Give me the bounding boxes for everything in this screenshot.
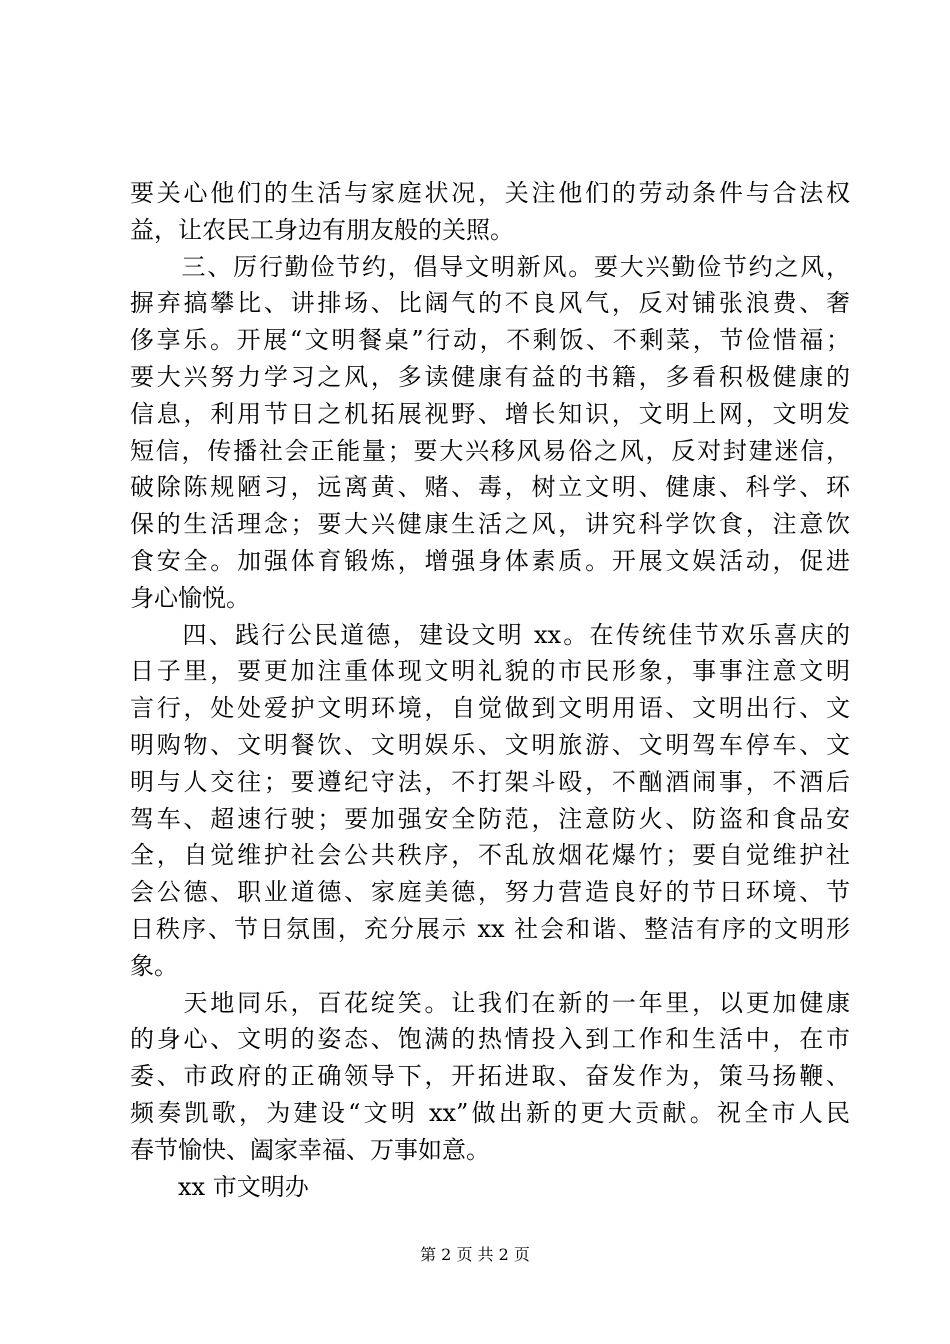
text-line: 日子里，要更加注重体现文明礼貌的市民形象，事事注意文明 [130, 657, 850, 686]
text-line: 的身心、文明的姿态、饱满的热情投入到工作和生活中，在市 [130, 1025, 850, 1054]
text-line: 会公德、职业道德、家庭美德，努力营造良好的节日环境、节 [130, 878, 850, 907]
text-line: 明与人交往；要遵纪守法，不打架斗殴，不酗酒闹事，不酒后 [130, 767, 850, 796]
text-line: 委、市政府的正确领导下，开拓进取、奋发作为，策马扬鞭、 [130, 1062, 850, 1091]
text-line: 食安全。加强体育锻炼，增强身体素质。开展文娱活动，促进 [130, 546, 850, 575]
text-line: 驾车、超速行驶；要加强安全防范，注意防火、防盗和食品安 [130, 804, 850, 833]
text-line: 言行，处处爱护文明环境，自觉做到文明用语、文明出行、文 [130, 694, 850, 723]
page-number-footer: 第 2 页 共 2 页 [420, 1245, 530, 1264]
text-line: 破除陈规陋习，远离黄、赌、毒，树立文明、健康、科学、环 [130, 473, 850, 502]
text-line: 信息，利用节日之机拓展视野、增长知识，文明上网，文明发 [130, 399, 850, 428]
text-line: 要关心他们的生活与家庭状况，关注他们的劳动条件与合法权 [130, 179, 850, 207]
text-line: 摒弃搞攀比、讲排场、比阔气的不良风气，反对铺张浪费、奢 [130, 289, 850, 318]
text-line: 短信，传播社会正能量；要大兴移风易俗之风，反对封建迷信， [130, 436, 850, 465]
text-line: 全，自觉维护社会公共秩序，不乱放烟花爆竹；要自觉维护社 [130, 841, 850, 870]
text-line: 天地同乐，百花绽笑。让我们在新的一年里，以更加健康 [130, 988, 850, 1017]
document-body [130, 175, 850, 1205]
text-line: 身心愉悦。 [130, 583, 250, 612]
text-line: 保的生活理念；要大兴健康生活之风，讲究科学饮食，注意饮 [130, 510, 850, 539]
text-line: 侈享乐。开展“文明餐桌”行动，不剩饭、不剩菜，节俭惜福； [130, 326, 850, 355]
text-line: 三、厉行勤俭节约，倡导文明新风。要大兴勤俭节约之风， [130, 252, 850, 281]
text-line: 明购物、文明餐饮、文明娱乐、文明旅游、文明驾车停车、文 [130, 730, 850, 759]
text-line: 益，让农民工身边有朋友般的关照。 [130, 215, 514, 244]
text-line: 频奏凯歌，为建设“文明 xx”做出新的更大贡献。祝全市人民 [130, 1098, 850, 1127]
signature-line: xx 市文明办 [130, 1172, 309, 1201]
text-line: 春节愉快、阖家幸福、万事如意。 [130, 1135, 490, 1164]
text-line: 要大兴努力学习之风，多读健康有益的书籍，多看积极健康的 [130, 362, 850, 391]
text-line: 象。 [130, 951, 178, 980]
text-line: 日秩序、节日氛围，充分展示 xx 社会和谐、整洁有序的文明形 [130, 914, 850, 943]
text-line: 四、践行公民道德，建设文明 xx。在传统佳节欢乐喜庆的 [130, 620, 850, 649]
